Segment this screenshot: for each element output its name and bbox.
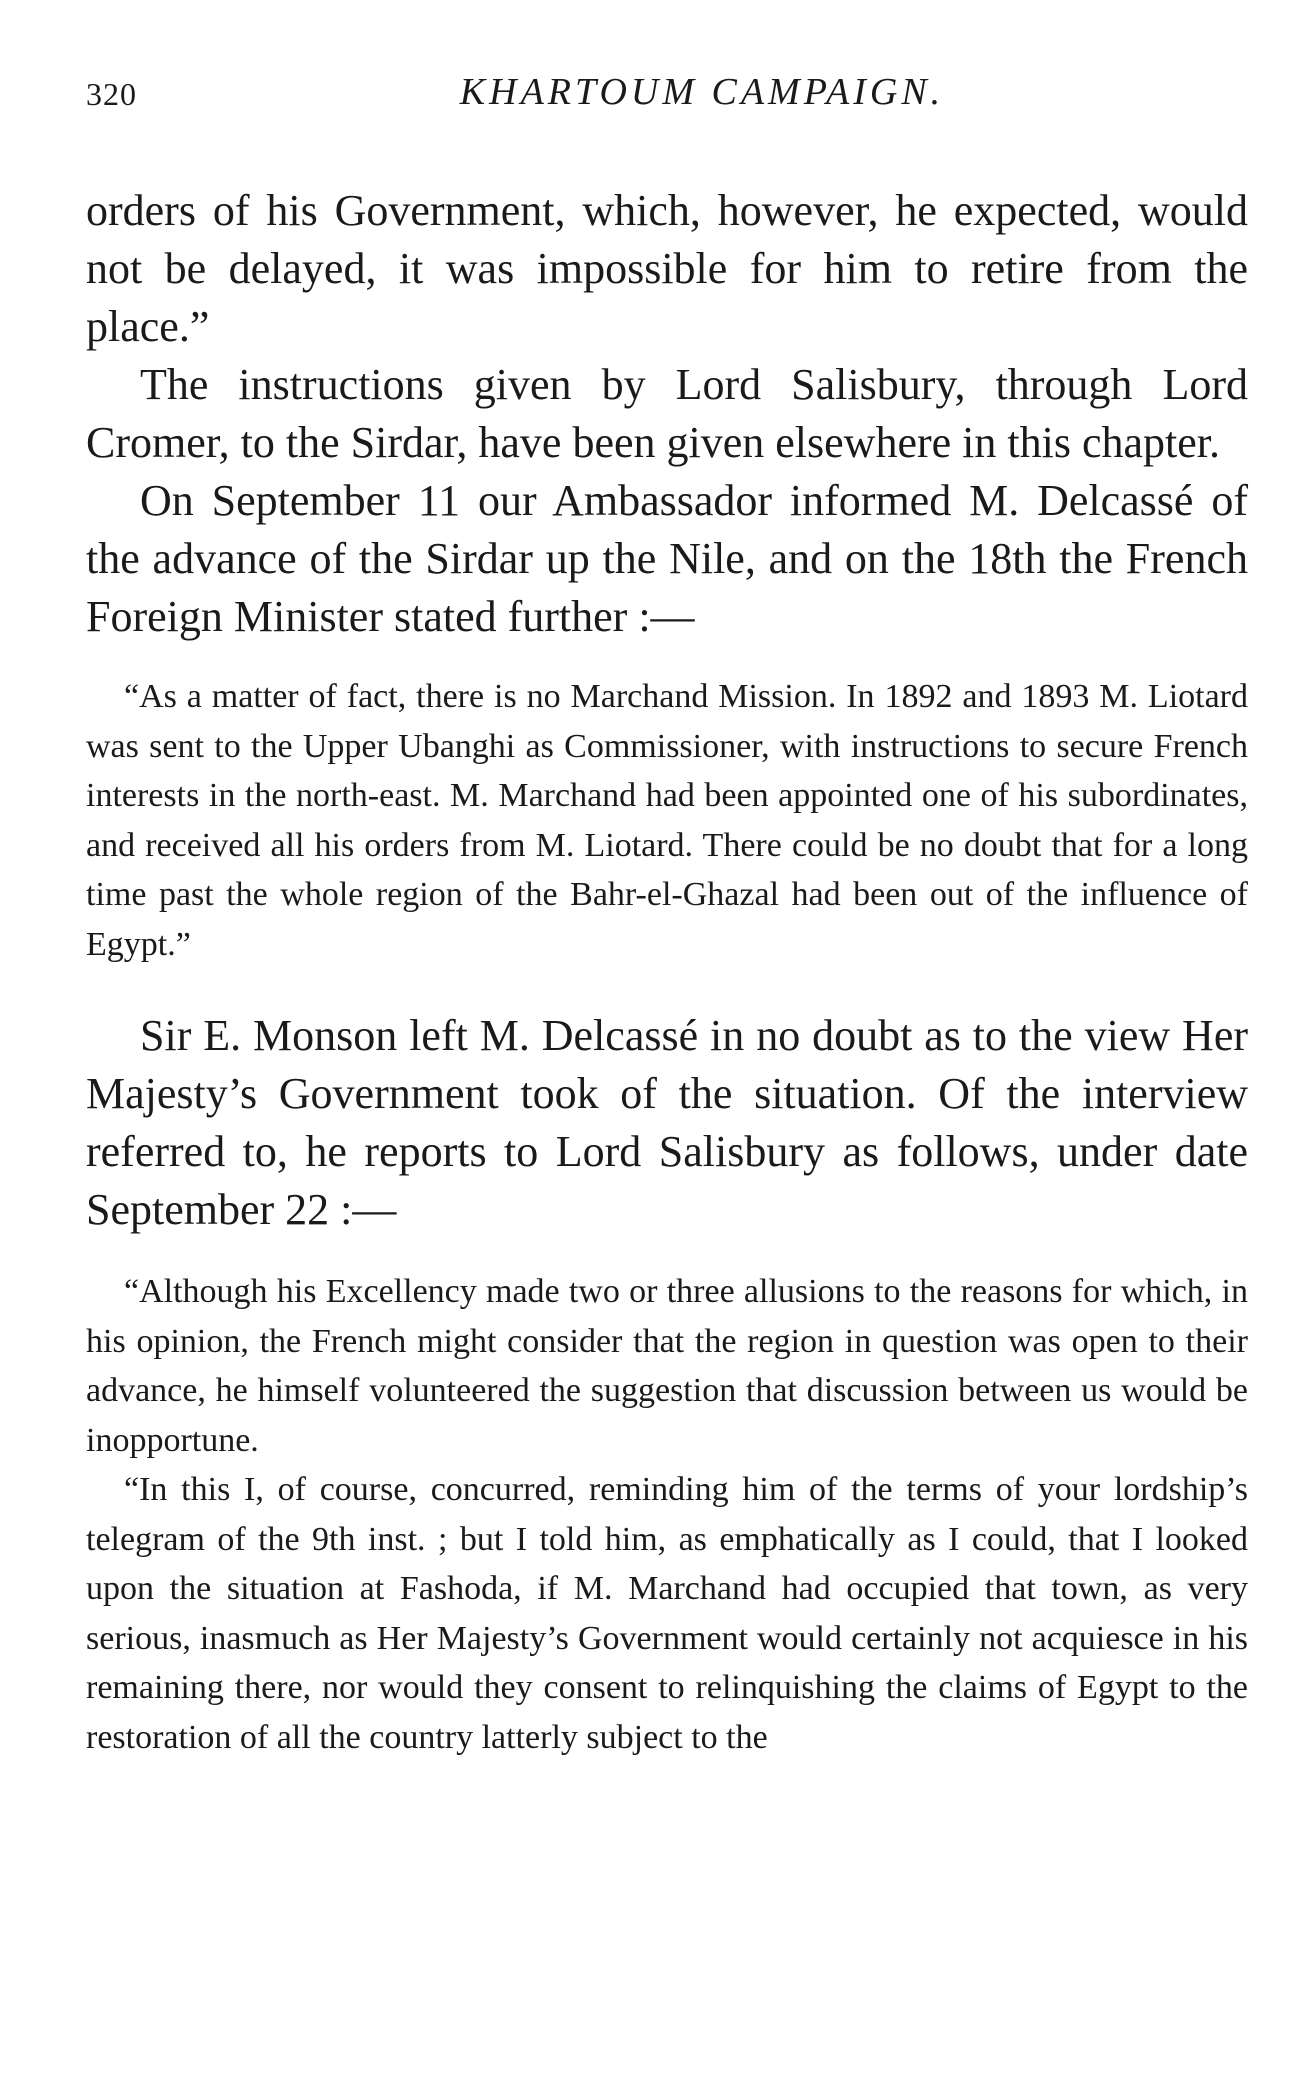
- main-text-block-1: [86, 182, 1248, 646]
- page-number: 320: [86, 76, 137, 112]
- block-quote-monson: [86, 1267, 1248, 1762]
- main-text-block-2: [86, 1007, 1248, 1239]
- paragraph-continuation: orders of his Government, which, however, he expected, would not be delayed, it was impossible for him to retire from the place.”: [86, 186, 1248, 351]
- quote-marchand-mission: “As a matter of fact, there is no Marchand Mission. In 1892 and 1893 M. Liotard was sent to the Upper Ubanghi as Commissioner, with instructions to secure French interests in the north-east. M. Marchand had been appointed one of his subordinates, and received all his orders from M. Liotard. There could be no doubt that for a long time past the whole region of the Bahr-el-Ghazal had been out of the influence of Egypt.”: [86, 678, 1248, 963]
- paragraph-september-11: On September 11 our Ambassador informed M. Delcassé of the advance of the Sirdar up the Nile, and on the 18th the French Foreign Minister stated further :—: [86, 476, 1248, 641]
- running-title: KHARTOUM CAMPAIGN.: [459, 71, 945, 113]
- paragraph-instructions: The instructions given by Lord Salisbury, through Lord Cromer, to the Sirdar, have been given elsewhere in this chapter.: [86, 360, 1248, 467]
- book-page: [86, 70, 1248, 1762]
- quote-excellency: “Although his Excellency made two or three allusions to the reasons for which, in his opinion, the French might consider that the region in question was open to their advance, he himself volunteered the suggestion that discussion between us would be inopportune.: [86, 1273, 1248, 1459]
- running-head: [86, 70, 1248, 130]
- block-quote-delcasse: [86, 672, 1248, 969]
- quote-concurred: “In this I, of course, concurred, reminding him of the terms of your lordship’s telegram of the 9th inst. ; but I told him, as emphatically as I could, that I looked upon the situation at Fashoda, if M. Marchand had occupied that town, as very serious, inasmuch as Her Majesty’s Government would certainly not acquiesce in his remaining there, nor would they consent to relinquishing the claims of Egypt to the restoration of all the country latterly subject to the: [86, 1471, 1248, 1756]
- paragraph-monson: Sir E. Monson left M. Delcassé in no doubt as to the view Her Majesty’s Government took of the situation. Of the interview referred to, he reports to Lord Salisbury as follows, under date September 22 :—: [86, 1011, 1248, 1234]
